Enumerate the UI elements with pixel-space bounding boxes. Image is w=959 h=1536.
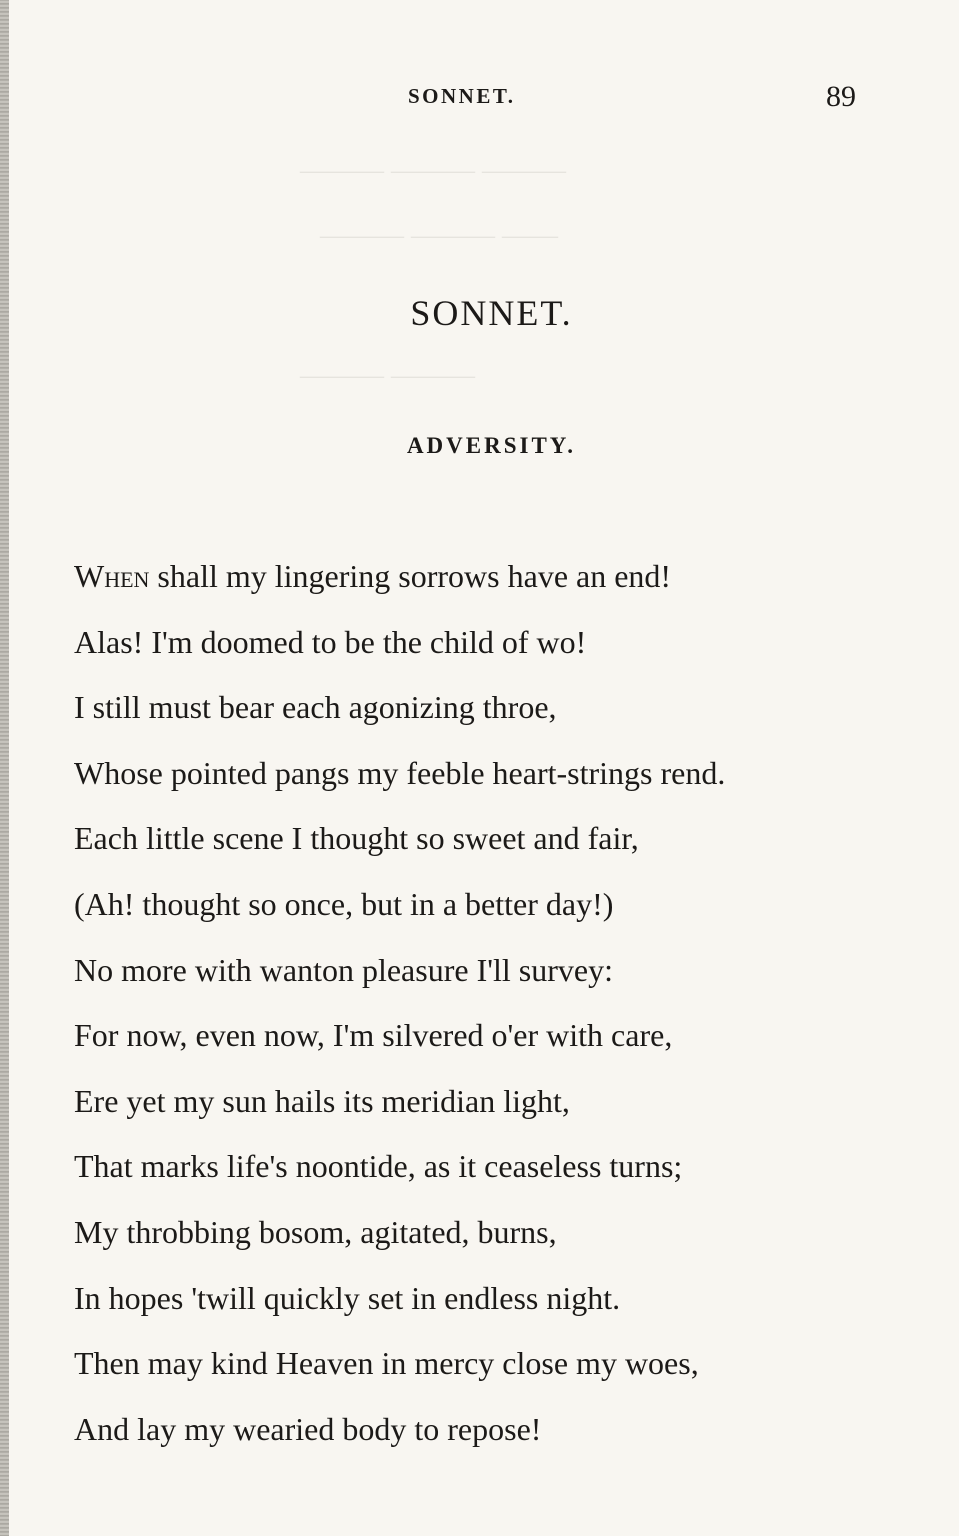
poem-body — [74, 552, 934, 1470]
running-head — [0, 80, 959, 113]
poem-first-word: When — [74, 558, 150, 594]
poem-subtitle: ADVERSITY. — [406, 433, 577, 458]
poem-title: SONNET. — [410, 293, 573, 333]
poem-line: In hopes 'twill quickly set in endless night. — [74, 1279, 621, 1316]
poem-line: That marks life's noontide, as it ceaseless turns; — [74, 1148, 683, 1185]
poem-line: Each little scene I thought so sweet and fair, — [74, 820, 639, 857]
bleed-through-mark: ——— ——— —— — [320, 220, 558, 251]
poem-line: Alas! I'm doomed to be the child of wo! — [74, 623, 587, 660]
poem-line: My throbbing bosom, agitated, burns, — [74, 1213, 557, 1250]
poem-line: Whose pointed pangs my feeble heart-strings rend. — [74, 754, 726, 791]
poem-line: Ere yet my sun hails its meridian light, — [74, 1082, 570, 1119]
poem-line — [74, 552, 934, 618]
bleed-through-mark: ——— ——— — [300, 360, 475, 391]
poem-line: Then may kind Heaven in mercy close my woes, — [74, 1345, 699, 1382]
poem-line-text: shall my lingering sorrows have an end! — [149, 558, 672, 594]
poem-line: (Ah! thought so once, but in a better day!) — [74, 885, 614, 922]
poem-line: And lay my wearied body to repose! — [74, 1410, 542, 1447]
poem-line: I still must bear each agonizing throe, — [74, 689, 557, 726]
binding-edge — [0, 0, 9, 1536]
running-title: SONNET. — [408, 84, 516, 108]
poem-line: No more with wanton pleasure I'll survey: — [74, 951, 613, 988]
page-number: 89 — [826, 80, 856, 113]
poem-line: For now, even now, I'm silvered o'er with care, — [74, 1017, 673, 1054]
bleed-through-mark: ——— ——— ——— — [300, 155, 566, 186]
